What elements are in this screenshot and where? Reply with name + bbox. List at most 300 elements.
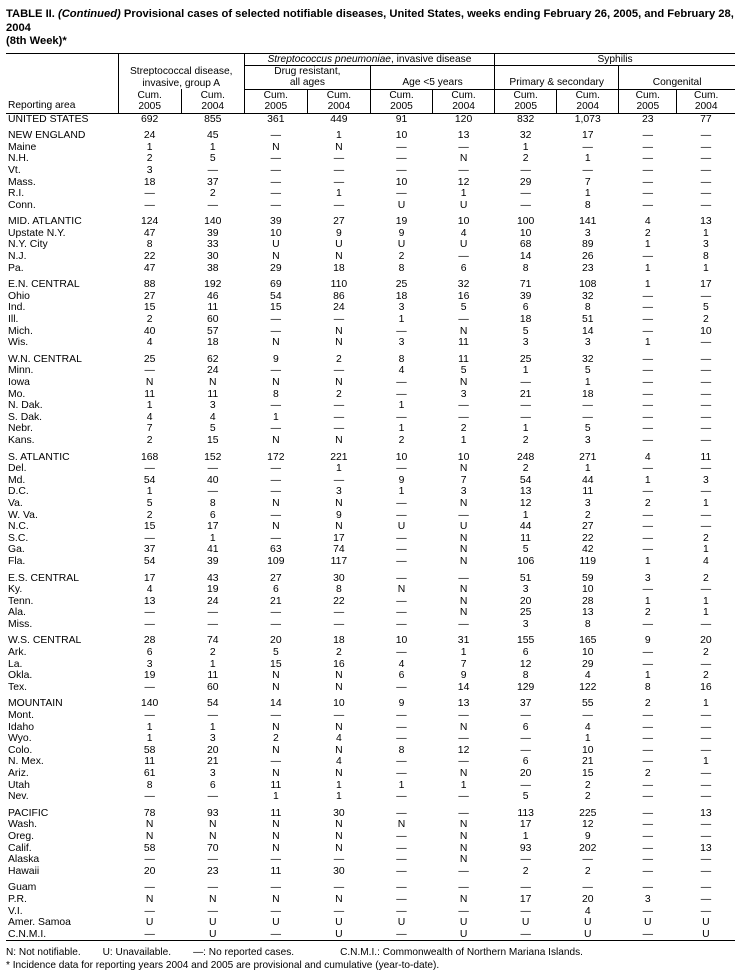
row-value: 19 [206,584,219,596]
row-value: — [520,377,531,388]
row-value: 155 [516,635,535,647]
row-value: U [272,917,280,929]
row-value: 10 [457,216,470,228]
row-value: 1 [644,262,651,274]
row-value: — [270,314,282,326]
row-value: 1 [460,434,467,446]
row-value: 1 [703,595,709,607]
row-value: 1 [146,400,153,412]
row-value: 1 [644,474,651,486]
row-value: — [700,337,712,349]
row-value: 8 [522,262,529,274]
row-value: — [144,188,155,200]
row-value: 9 [460,670,467,682]
row-value: 5 [146,497,153,509]
row-value: 2 [522,865,529,877]
row-value: — [642,819,653,831]
row-value: 18 [333,635,345,647]
row-area-label: Va. [8,497,23,509]
row-value: 1 [644,279,651,291]
row-value: 44 [519,521,532,533]
row-value: 855 [204,113,222,125]
row-value: 18 [206,337,219,349]
row-value: N [272,434,280,446]
row-value: — [270,756,282,768]
table-row [6,279,735,291]
row-value: N [272,377,280,388]
row-value: N [272,497,280,509]
row-value: 22 [581,532,594,544]
table-row [6,188,735,200]
row-value: 32 [519,130,532,142]
row-area-label: S. ATLANTIC [8,451,70,463]
row-area-label: Conn. [8,199,36,211]
row-value: N [335,744,343,756]
row-value: 2 [584,865,591,877]
table-row [6,866,735,878]
row-value: — [642,521,653,533]
row-value: — [642,647,653,659]
row-value: — [396,555,407,567]
row-value: 6 [522,647,529,659]
row-value: — [642,928,653,940]
row-value: — [333,153,345,165]
row-value: — [700,905,712,917]
footnotes [6,947,735,972]
row-value: 44 [581,474,594,486]
row-value: — [458,141,469,153]
row-value: — [270,474,282,486]
table-row [6,165,735,177]
row-value: 4 [644,451,651,463]
row-area-label: P.R. [8,893,27,905]
row-value: 1 [209,532,216,544]
row-value: 13 [457,130,470,142]
row-area-label: Upstate N.Y. [8,227,66,239]
row-value: 51 [519,572,532,584]
row-value: 39 [206,555,219,567]
row-value: 11 [144,388,156,400]
row-value: 15 [270,658,282,670]
row-value: — [642,865,653,877]
row-value: — [642,188,653,200]
row-value: 6 [209,779,216,791]
row-value: — [396,607,407,619]
row-area-label: Idaho [8,721,35,733]
row-value: — [582,164,593,176]
row-value: — [642,199,653,211]
row-value: 21 [270,595,282,607]
row-value: 10 [581,647,594,659]
row-value: 20 [519,768,532,779]
row-value: — [207,618,218,630]
row-area-label: Kans. [8,434,35,446]
row-value: 12 [457,176,470,188]
row-value: 11 [458,353,469,365]
row-value: — [270,463,282,475]
row-value: 248 [516,451,535,463]
row-value: — [458,882,469,894]
row-value: 5 [460,302,467,314]
row-value: 6 [522,302,529,314]
row-area-label: Minn. [8,365,34,377]
row-value: — [642,130,653,142]
row-area-label: NEW ENGLAND [8,130,86,142]
row-value: N [272,819,280,831]
row-value: — [396,164,407,176]
row-value: — [270,607,282,619]
year-label: 2004 [694,101,718,113]
row-value: — [207,905,218,917]
row-value: — [642,658,653,670]
row-value: 9 [398,474,405,486]
table-row [6,556,735,568]
row-value: 1 [146,486,153,498]
row-value: N [145,893,154,905]
row-value: 5 [522,791,529,803]
row-value: — [642,164,653,176]
row-value: 5 [272,647,279,659]
row-value: 1 [398,423,405,435]
row-value: N [459,893,468,905]
row-value: 5 [703,302,709,314]
row-value: — [520,733,531,745]
row-value: 141 [579,216,597,228]
row-value: N [272,830,280,842]
row-value: — [642,353,653,365]
row-value: 47 [143,227,156,239]
row-value: 1 [272,791,279,803]
row-value: — [207,463,218,475]
row-value: 4 [703,555,709,567]
table-row [6,475,735,487]
row-area-label: PACIFIC [8,807,49,819]
row-area-label: W.N. CENTRAL [8,353,82,365]
row-value: 8 [146,779,153,791]
row-value: — [642,905,653,917]
row-value: 9 [398,698,405,710]
row-value: N [335,377,343,388]
row-value: — [700,658,712,670]
row-value: — [396,721,407,733]
row-value: 1 [146,141,153,153]
row-value: 25 [395,279,408,291]
row-value: 172 [267,451,285,463]
row-value: — [642,710,653,722]
row-value: 192 [204,279,222,291]
header-spn-invasive [244,53,494,65]
row-value: 42 [581,544,594,556]
row-value: U [335,928,343,940]
table-row [6,780,735,792]
row-value: — [642,544,653,556]
row-value: 5 [584,423,591,435]
row-area-label: Fla. [8,555,26,567]
row-area-label: Okla. [8,670,33,682]
row-value: — [458,865,469,877]
cum-label: Cum. [200,89,225,101]
table-row [6,177,735,189]
row-value: N [209,819,217,831]
row-area-label: W. Va. [8,509,38,521]
row-value: 54 [143,474,156,486]
table-row [6,635,735,647]
row-value: 1 [336,463,342,475]
row-value: — [700,423,712,435]
row-value: — [144,710,155,722]
row-value: — [207,854,218,866]
row-value: — [270,509,282,521]
row-value: — [333,164,345,176]
row-value: 10 [270,227,282,239]
row-value: 2 [644,497,651,509]
row-value: 1 [272,411,279,423]
row-value: — [458,164,469,176]
row-value: 11 [207,670,219,682]
table-row [6,808,735,820]
congenital-label: Congenital [652,77,702,89]
row-value: — [270,928,282,940]
legend-u: U: Unavailable. [102,947,172,959]
table-row [6,228,735,240]
footnote-legend-line [6,947,735,959]
table-row [6,619,735,631]
row-value: 22 [333,595,345,607]
notifiable-diseases-table [6,53,735,945]
row-value: 1 [522,141,529,153]
year-label: 2005 [514,101,537,113]
row-value: 11 [458,337,469,349]
row-value: — [700,768,712,779]
row-value: 2 [644,227,651,239]
row-area-label: N. Mex. [8,756,44,768]
year-label: 2005 [138,101,162,113]
row-value: — [582,710,593,722]
row-area-label: Nev. [8,791,29,803]
row-value: 4 [398,365,405,377]
header-spacer-1 [6,53,118,65]
row-value: — [396,768,407,779]
table-row [6,113,735,125]
row-value: — [700,486,712,498]
row-value: N [272,768,280,779]
cum-label: Cum. [635,89,660,101]
row-value: 61 [143,768,156,779]
row-value: — [700,388,712,400]
row-value: 1 [584,188,591,200]
row-value: — [144,854,155,866]
row-value: 13 [700,842,712,854]
row-value: 6 [522,721,529,733]
row-value: 17 [700,279,712,291]
row-value: — [144,199,155,211]
row-area-label: UNITED STATES [8,113,89,125]
row-value: — [700,290,712,302]
row-value: 1 [336,779,342,791]
row-value: 2 [703,314,709,326]
row-value: U [644,917,652,929]
table-row [6,251,735,263]
row-area-label: C.N.M.I. [8,928,47,940]
table-row [6,894,735,906]
row-value: 12 [519,658,532,670]
row-value: N [459,819,468,831]
row-value: 39 [519,290,532,302]
row-value: — [270,618,282,630]
table-row [6,573,735,585]
row-value: 20 [270,635,282,647]
row-value: — [396,681,407,693]
table-row [6,377,735,389]
row-value: 20 [519,595,532,607]
row-value: 11 [270,779,282,791]
row-value: — [458,733,469,745]
row-value: 140 [204,216,222,228]
row-value: 54 [519,474,532,486]
row-value: 24 [206,595,219,607]
row-value: 13 [581,607,594,619]
row-area-label: N.C. [8,521,29,533]
row-value: 1 [584,377,591,388]
table-row [6,486,735,498]
row-value: — [333,423,345,435]
row-value: — [642,854,653,866]
row-value: N [459,463,468,475]
row-value: N [209,830,217,842]
row-value: — [207,164,218,176]
row-area-label: Ga. [8,544,25,556]
row-value: 4 [146,584,153,596]
row-value: U [145,917,154,929]
row-value: 9 [336,509,342,521]
table-row [6,843,735,855]
row-value: 2 [522,434,529,446]
row-value: 3 [584,497,591,509]
row-value: U [459,928,468,940]
row-area-label: Pa. [8,262,24,274]
table-row [6,607,735,619]
row-value: 4 [398,658,405,670]
row-area-label: Del. [8,463,27,475]
row-value: 449 [330,113,348,125]
row-area-label: N.Y. City [8,239,48,251]
row-value: N [459,854,468,866]
table-row [6,745,735,757]
row-area-label: MID. ATLANTIC [8,216,82,228]
row-value: U [397,521,406,533]
header-primary-secondary [495,65,619,89]
row-value: 2 [703,572,709,584]
row-value: 31 [457,635,470,647]
row-value: U [459,239,468,251]
row-value: 26 [581,251,594,263]
row-area-label: Ark. [8,647,27,659]
row-area-label: Oreg. [8,830,34,842]
row-value: N [272,893,280,905]
row-value: 140 [141,698,159,710]
row-value: — [700,882,712,894]
row-value: 16 [333,658,345,670]
row-area-label: Vt. [8,164,21,176]
row-value: 6 [398,670,405,682]
row-value: 2 [522,153,529,165]
row-value: — [642,807,653,819]
row-value: — [700,400,712,412]
row-value: U [335,917,343,929]
row-value: 2 [398,251,405,263]
table-row [6,698,735,710]
col-congen-2004 [677,89,735,113]
table-row [6,882,735,894]
row-value: N [272,141,280,153]
row-value: 10 [700,325,712,337]
row-value: — [333,314,345,326]
row-value: 3 [398,302,405,314]
row-value: — [642,463,653,475]
row-value: — [144,882,155,894]
row-area-label: V.I. [8,905,23,917]
row-value: 27 [143,290,156,302]
row-value: — [333,400,345,412]
row-value: — [642,882,653,894]
table-row [6,291,735,303]
row-value: — [700,130,712,142]
row-value: N [459,377,468,388]
header-age-under-5 [370,65,494,89]
row-value: 21 [519,388,532,400]
row-value: 8 [398,262,405,274]
table-row [6,153,735,165]
row-value: — [144,607,155,619]
row-value: — [270,153,282,165]
row-value: U [583,917,592,929]
table-row [6,756,735,768]
title-line1: Provisional cases of selected notifiable diseases, United States, weeks ending February 26, 2005, and February 28, 2004 [6,8,734,34]
row-value: 37 [143,544,156,556]
header-row-columns [6,89,735,113]
row-value: U [459,917,468,929]
row-value: 221 [330,451,348,463]
row-value: — [144,365,155,377]
row-value: — [396,647,407,659]
row-value: 2 [522,463,529,475]
row-value: — [207,486,218,498]
row-value: 3 [522,618,529,630]
row-value: — [642,584,653,596]
row-value: — [270,188,282,200]
row-value: 165 [579,635,597,647]
row-value: 2 [398,434,405,446]
year-label: 2004 [327,101,351,113]
row-value: — [396,325,407,337]
row-value: — [396,377,407,388]
row-value: N [272,670,280,682]
row-value: 3 [703,239,709,251]
age-under-5-label: Age <5 years [402,77,463,89]
row-value: 108 [579,279,597,291]
row-value: — [582,882,593,894]
row-value: 3 [703,474,709,486]
row-value: — [270,854,282,866]
row-value: N [335,681,343,693]
row-value: N [272,744,280,756]
cum-label: Cum. [694,89,719,101]
row-value: 1 [703,227,709,239]
row-value: 51 [581,314,594,326]
row-value: 23 [206,865,219,877]
row-value: — [642,532,653,544]
col-drugresist-2004 [307,89,370,113]
